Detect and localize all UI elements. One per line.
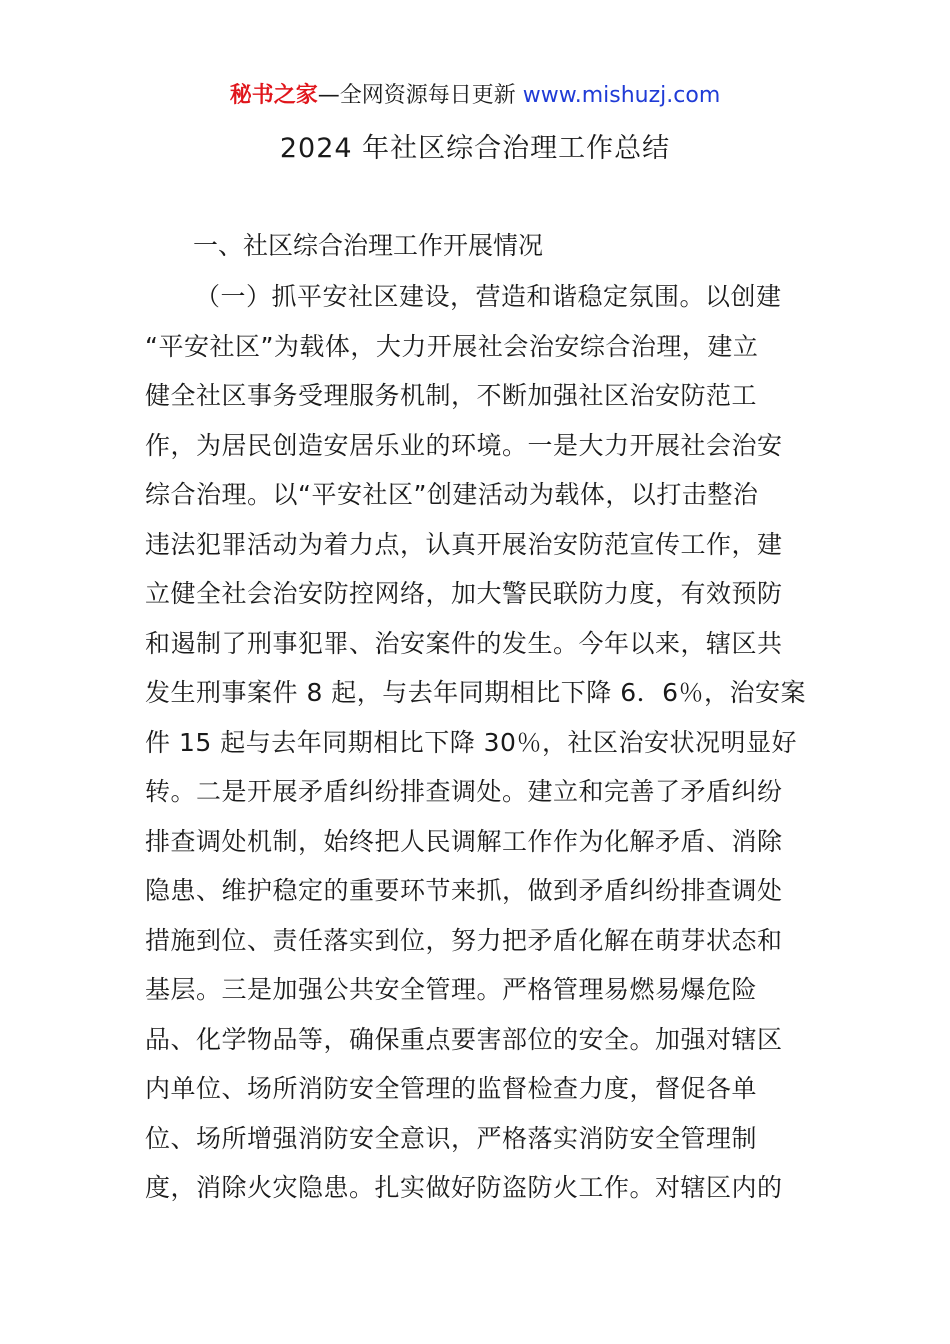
body-line: 品、化学物品等，确保重点要害部位的安全。加强对辖区 xyxy=(145,1024,783,1054)
body-line: 内单位、场所消防安全管理的监督检查力度，督促各单 xyxy=(145,1074,758,1103)
site-brand: 秘书之家 xyxy=(229,83,318,108)
body-line: 基层。三是加强公共安全管理。严格管理易燃易爆危险 xyxy=(145,975,758,1004)
body-line: 转。二是开展矛盾纠纷排查调处。建立和完善了矛盾纠纷 xyxy=(145,777,783,806)
body-line: 措施到位、责任落实到位，努力把矛盾化解在萌芽状态和 xyxy=(145,925,783,955)
body-text xyxy=(145,277,815,1218)
body-line: 立健全社会治安防控网络，加大警民联防力度，有效预防 xyxy=(145,579,783,608)
body-line: 综合治理。以“平安社区”创建活动为载体，以打击整治 xyxy=(145,480,759,509)
body-line: 违法犯罪活动为着力点，认真开展治安防范宣传工作，建 xyxy=(145,529,783,559)
body-line: 排查调处机制，始终把人民调解工作作为化解矛盾、消除 xyxy=(145,826,783,856)
site-header xyxy=(0,80,950,112)
site-tagline: —全网资源每日更新 xyxy=(317,83,516,108)
body-line: 作，为居民创造安居乐业的环境。一是大力开展社会治安 xyxy=(145,430,783,460)
body-line: “平安社区”为载体，大力开展社会治安综合治理，建立 xyxy=(145,331,759,361)
body-line: 度，消除火灾隐患。扎实做好防盗防火工作。对辖区内的 xyxy=(145,1173,783,1202)
body-line: 发生刑事案件 8 起，与去年同期相比下降 6．6％，治安案 xyxy=(145,678,807,707)
section-heading: 一、社区综合治理工作开展情况 xyxy=(193,231,544,260)
body-line: 隐患、维护稳定的重要环节来抓，做到矛盾纠纷排查调处 xyxy=(145,876,783,905)
body-line: （一）抓平安社区建设，营造和谐稳定氛围。以创建 xyxy=(195,282,782,311)
site-url-link[interactable]: www.mishuzj.com xyxy=(522,83,721,108)
body-line: 位、场所增强消防安全意识，严格落实消防安全管理制 xyxy=(145,1123,758,1153)
document-title: 2024 年社区综合治理工作总结 xyxy=(279,133,671,164)
body-line: 健全社区事务受理服务机制，不断加强社区治安防范工 xyxy=(145,381,758,410)
body-line: 和遏制了刑事犯罪、治安案件的发生。今年以来，辖区共 xyxy=(145,628,783,658)
body-line: 件 15 起与去年同期相比下降 30％，社区治安状况明显好 xyxy=(145,727,797,757)
